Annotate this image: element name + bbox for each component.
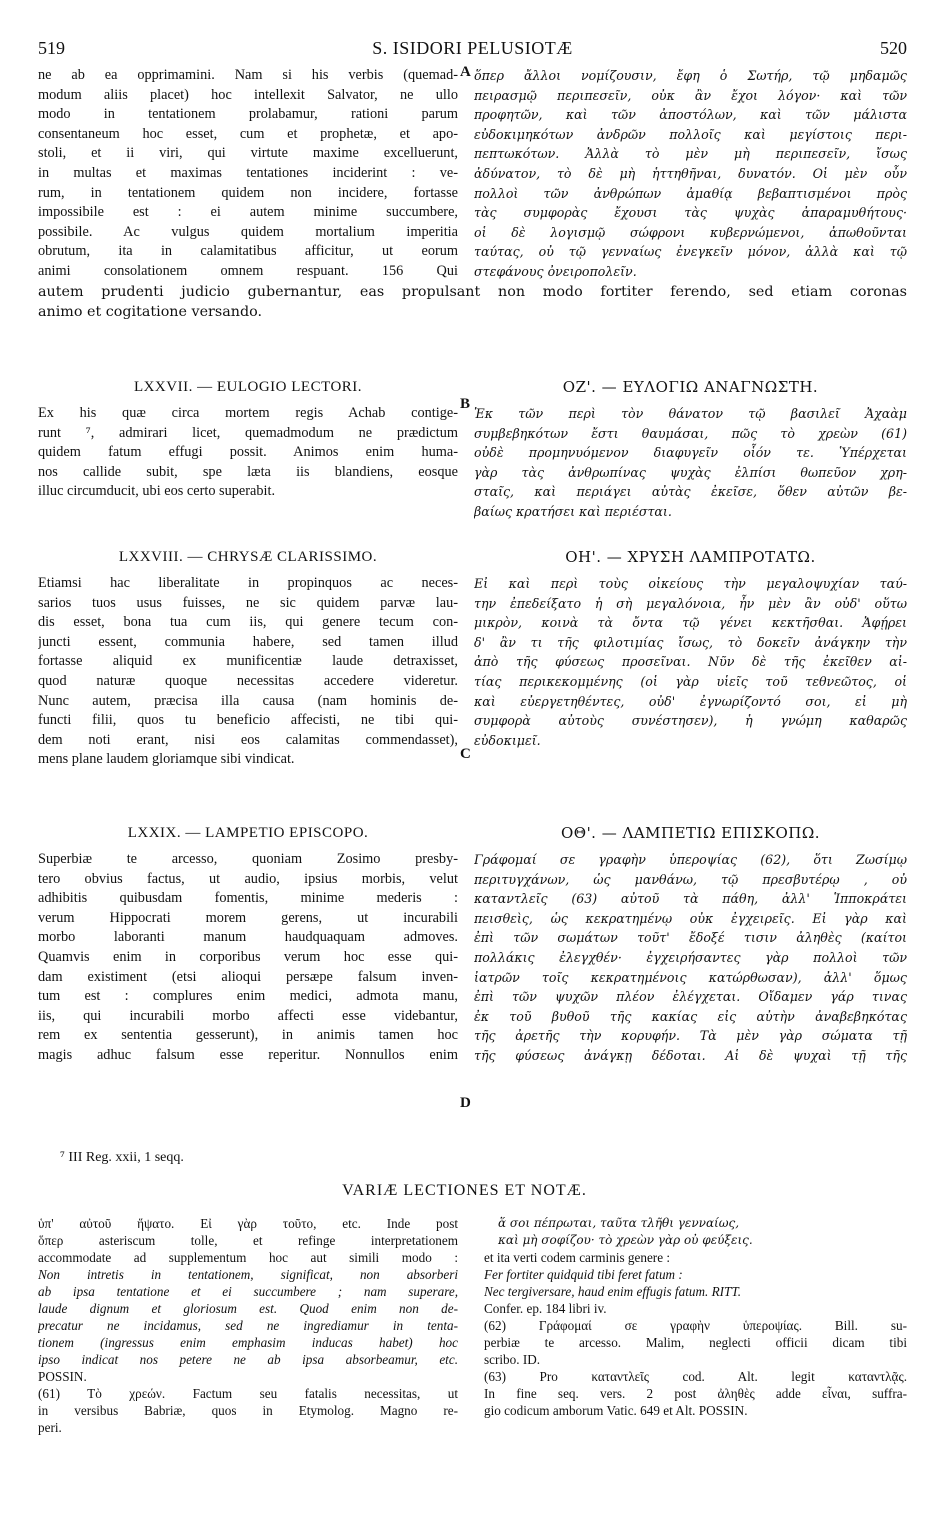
note-line: tionem (ingressus enim emphasim inducas habet) hoc [38, 1335, 458, 1350]
greek-line: συμβεβηκότων ἔστι θαυμάσαι, πῶς τὸ χρεὼν (61) [474, 425, 907, 441]
latin-line: dis esset, bona tua cum iis, qui genere tecum con- [38, 614, 458, 631]
greek-section-79 [474, 822, 907, 1066]
latin-line: juncti essent, communia habere, sed tamen illud [38, 633, 458, 650]
margin-marker-a: A [460, 64, 471, 80]
greek-line: συμφορὰ αὐτοὺς συνέστησεν), ἡ γνώμη καθαρῶς [474, 713, 907, 729]
greek-line: μικρὸν, κοινὰ τὰ ὄντα τῷ γένει κεκτῆσθαι. Ἀφῄρει [474, 615, 907, 631]
greek-section-78 [474, 546, 907, 750]
greek-line: καταντλεῖς (63) αὐτοῦ τὰ πάθη, ἀλλ' Ἱπποκράτει [474, 891, 907, 907]
note-line: scribo. ID. [484, 1352, 541, 1367]
greek-line: οὐδὲ προμηνυόμενον διαφυγεῖν οἷόν τε. Ὑπέρχεται [474, 445, 907, 461]
latin-line: morbo laboranti manum haudquaquam admoves. [38, 929, 458, 946]
note-line: (61) Τὸ χρεών. Factum seu fatalis necessitas, ut [38, 1386, 458, 1401]
greek-line: ἀπὸ τῆς φύσεως προσεῖναι. Νῦν δὲ τῆς ἐκεῖθεν αἰ- [474, 654, 907, 670]
latin-line: impossibile est : ei autem minime succumbere, [38, 204, 458, 221]
greek-line: προφητῶν, καὶ τῶν ἀποστόλων, καὶ τῶν μάλιστα [474, 107, 907, 123]
notes-title: VARIÆ LECTIONES ET NOTÆ. [342, 1182, 587, 1199]
latin-column-top [38, 66, 458, 282]
running-title: S. ISIDORI PELUSIOTÆ [372, 38, 573, 58]
latin-line: Quamvis enim in corporibus verum hoc esse qui- [38, 948, 458, 965]
greek-line: τὰς συμφορὰς ἔχουσι τὰς ψυχὰς ἀπαραμυθήτους· [474, 205, 907, 221]
section-heading-latin: LXXIX. — LAMPETIO EPISCOPO. [127, 825, 369, 841]
latin-line: Nunc autem, præcisa illa causa (nam hominis de- [38, 692, 458, 709]
note-line: ὑπ' αὐτοῦ ἥψατο. Εἰ γὰρ τοῦτο, etc. Inde post [38, 1216, 458, 1231]
margin-marker-c: C [460, 746, 471, 762]
section-heading-latin: LXXVII. — EULOGIO LECTORI. [133, 379, 363, 395]
greek-line: καὶ εὐεργετηθέντες, οὐδ' ἐγνωρίζοντό σοι, εἰ μὴ [474, 693, 907, 709]
notes-column-right [484, 1215, 907, 1419]
note-line: ἅ σοι πέπρωται, ταῦτα τλῆθι γενναίως, [498, 1216, 740, 1230]
greek-line: εὐδοκιμηκότων ἀνδρῶν πολλοῖς καὶ μεγίστοις περι- [474, 126, 907, 142]
note-line: gio codicum amborum Vatic. 649 et Alt. POSSIN. [484, 1403, 748, 1418]
latin-line: tum est : complures enim medici, admota manu, [38, 988, 458, 1005]
section-heading-greek: ΟΗ'. — ΧΡΥΣΗ ΛΑΜΠΡΟΤΑΤΩ. [565, 548, 816, 566]
note-line: et ita verti codem carminis genere : [484, 1250, 671, 1265]
margin-marker-b: B [460, 396, 471, 412]
latin-line: Superbiæ te arcesso, quoniam Zosimo presby- [38, 851, 458, 867]
greek-line: οἱ δὲ λογισμῷ σώφρονι κυβερνώμενοι, ἀπωθοῦνται [474, 224, 907, 240]
latin-line: consentaneum hoc esset, cum et prophetæ, et apo- [38, 125, 458, 142]
latin-line: iis, qui incurabili morbo affecti esse videbantur, [38, 1007, 458, 1024]
full-line: animo et cogitatione versando. [38, 303, 263, 320]
greek-line: πολλάκις ἐλεγχθέν· ἐγχειρήσαντες γὰρ πολλοὶ τῶν [474, 949, 907, 965]
latin-line: Etiamsi hac liberalitate in propinquos ac neces- [38, 575, 458, 591]
greek-line: ἀδύνατον, τὸ δὲ μὴ ἡττηθῆναι, δυνατόν. Οἱ μὲν οὖν [474, 165, 907, 181]
latin-line: adhibitis quibusdam fomentis, minime mederis : [38, 890, 458, 907]
full-line: autem prudenti judicio gubernantur, eas propulsant non modo fortiter ferendo, sed etiam coronas [38, 284, 907, 300]
latin-line: rum, in tentationem quidem non incidere, fortasse [38, 184, 458, 201]
note-line: (63) Pro καταντλεῖς cod. Alt. legit καταντλᾷς. [484, 1369, 907, 1384]
greek-line: δ' ἂν τι τῆς φιλοτιμίας ἴσως, τὸ δοκεῖν ἀνάγκην τὴν [474, 634, 907, 650]
latin-line: runt ⁷, admirari licet, quemadmodum ne prædictum [38, 424, 458, 441]
greek-line: πειρασμῷ περιπεσεῖν, οὐκ ἂν ἔχοι λόγον· καὶ τῶν [474, 87, 907, 103]
latin-line: stoli, et ii viri, qui virtute maxime excelluerunt, [38, 145, 458, 162]
note-line: ipso indicat nos petere ne ab ipsa absorbeamur, etc. [38, 1352, 458, 1367]
greek-line: πεισθεὶς, ὡς κεκρατημένῳ οὐκ ἐγχειρεῖς. Εἰ γὰρ καὶ [474, 910, 907, 926]
running-header [38, 38, 907, 64]
note-line: POSSIN. [38, 1369, 87, 1384]
greek-line: τίας περικεκομμένης (οἱ γὰρ υἱεῖς τοῦ τεθνεῶτος, οἱ [474, 673, 907, 689]
note-line: Fer fortiter quidquid tibi feret fatum : [484, 1267, 683, 1282]
greek-line: Εἰ καὶ περὶ τοὺς οἰκείους τὴν μεγαλοψυχίαν ταύ- [474, 576, 907, 591]
note-line: laude dignum et gloriosum est. Quod enim non de- [38, 1301, 458, 1316]
greek-line: Γράφομαί σε γραφὴν ὑπεροψίας (62), ὅτι Ζωσίμῳ [474, 852, 907, 867]
section-heading-greek: ΟΖ'. — ΕΥΛΟΓΙΩ ΑΝΑΓΝΩΣΤΗ. [562, 378, 819, 396]
greek-column-top [474, 66, 907, 282]
note-line: (62) Γράφομαί σε γραφὴν ὑπεροψίας. Bill. su- [484, 1318, 907, 1333]
latin-line: animi consolationem omnem respuant. 156 Qui [38, 262, 458, 279]
latin-line: obrutum, ita in calamitatibus afficitur, ut eorum [38, 243, 458, 260]
greek-line: ὅπερ ἄλλοι νομίζουσιν, ἔφη ὁ Σωτήρ, τῷ μηδαμῶς [474, 68, 907, 83]
note-line: καὶ μὴ σοφίζου· τὸ χρεὼν γὰρ οὐ φεύξεις. [498, 1233, 753, 1247]
greek-line: εὐδοκιμεῖ. [474, 732, 541, 748]
latin-line: dem noti erant, nisi eos calamitas commendasset), [38, 731, 458, 748]
latin-line: illuc circumducit, ubi eos certo superabit. [38, 483, 276, 500]
latin-line: Ex his quæ circa mortem regis Achab contige- [38, 405, 458, 421]
section-heading-latin: LXXVIII. — CHRYSÆ CLARISSIMO. [118, 549, 378, 565]
greek-line: ἰατρῶν τοῖς κεκρατημένοις κατώρθωσαν), ἀλλ' ὅμως [474, 969, 907, 985]
greek-line: Ἐκ τῶν περὶ τὸν θάνατον τῷ βασιλεῖ Ἀχαὰμ [474, 406, 907, 421]
note-line: precatur ne incidamus, sed ne ingrediamur in tenta- [38, 1318, 458, 1333]
greek-line: πολλοὶ τῶν ἀνθρώπων ἀμαθίᾳ βεβαπτισμένοι πρὸς [474, 185, 907, 201]
latin-line: fortasse aliquid ex munificentiæ laude detraxisset, [38, 653, 458, 670]
greek-line: τῆς φύσεως ἀνάγκῃ δέδοται. Αἱ δὲ ψυχαὶ τῇ τῆς [474, 1047, 907, 1063]
section-heading-greek: ΟΘ'. — ΛΑΜΠΕΤΙΩ ΕΠΙΣΚΟΠΩ. [560, 824, 821, 842]
note-line: peri. [38, 1420, 62, 1435]
greek-line: ἐπὶ τῶν ψυχῶν πλέον ἐλέγχεται. Οἴδαμεν γάρ τινας [474, 989, 907, 1005]
latin-line: verum Hippocrati morem gerens, ut incurabili [38, 909, 458, 926]
latin-line: tero obvius factus, ut audio, ipsius morbis, velut [38, 870, 458, 887]
latin-line: possibile. Ac vulgus quidem mortalium imperitia [38, 223, 458, 240]
greek-line: πεπτωκότων. Ἀλλὰ τὸ μὲν μὴ περιπεσεῖν, ἴσως [474, 146, 907, 162]
greek-line: γὰρ τὰς ἀνθρωπίνας ψυχὰς ἐλπίσι θωπεῦον χρη- [474, 464, 907, 480]
greek-line: ἐκ τοῦ βυθοῦ τῆς κακίας εἰς αὐτὴν ἀναβεβηκότας [474, 1008, 907, 1024]
latin-line: in multas et maximas tentationes inciderint : ve- [38, 164, 458, 181]
latin-line: mens plane laudem gloriamque sibi vindicat. [38, 751, 295, 768]
margin-marker-d: D [460, 1095, 471, 1111]
latin-line: sarios tuos usus fuisses, ne sic quidem parvæ lau- [38, 594, 458, 611]
greek-section-77 [474, 376, 907, 522]
latin-line: quod naturæ quoque necessitas accedere videretur. [38, 672, 458, 689]
latin-line: modum aliis placet) hoc intellexit Salvator, ne ullo [38, 86, 458, 103]
latin-line: ne ab ea opprimamini. Nam si his verbis (quemad- [38, 67, 458, 83]
full-width-paragraph [38, 283, 907, 322]
page-number-right: 520 [880, 38, 907, 58]
greek-line: σταῖς, καὶ περιάγει αὐτὰς ἐκεῖσε, ὅθεν αὐτῶν βε- [474, 484, 907, 500]
note-line: ὅπερ asteriscum tolle, et refinge interpretationem [38, 1233, 458, 1248]
greek-line: στεφάνους ὀνειροπολεῖν. [474, 263, 637, 279]
note-line: perbiæ te arcesso. Malim, neglecti officii dicam tibi [484, 1335, 907, 1350]
greek-line: την ἐπεδείξατο ἡ σὴ μεγαλόνοια, ἦν μὲν ἂν οὐδ' οὕτω [474, 595, 907, 611]
greek-line: βαίως κρατήσει καὶ περιέσται. [474, 503, 672, 519]
latin-section-79 [38, 822, 458, 1066]
greek-line: ἐπὶ τῶν σωμάτων τοῦτ' ἔδοξέ τισιν ἀληθὲς (καίτοι [474, 930, 907, 946]
latin-line: rem ex sententia gesserunt), in animis tamen hoc [38, 1027, 458, 1044]
latin-line: magis adhuc falsum esse reperitur. Nonnullos enim [38, 1046, 458, 1063]
latin-line: nos callide subit, spe læta iis blandiens, eosque [38, 463, 458, 480]
greek-line: τῆς ἀρετῆς τὴν κορυφήν. Τὰ μὲν γὰρ σώματα τῇ [474, 1028, 907, 1044]
footnote: ⁷ III Reg. xxii, 1 seqq. [60, 1150, 184, 1165]
note-line: accommodate ad supplementum hoc aut simili modo : [38, 1250, 458, 1265]
latin-section-78 [38, 546, 458, 770]
note-line: Nec tergiversare, haud enim effugis fatum. RITT. [484, 1284, 741, 1299]
note-line: Non intretis in tentationem, significat, non absorberi [38, 1267, 458, 1282]
note-line: Confer. ep. 184 libri iv. [484, 1301, 607, 1316]
note-line: In fine seq. vers. 2 post ἀληθὲς adde εἶναι, suffra- [484, 1386, 907, 1401]
greek-line: ταύτας, οὐ τῷ γενναίως ἐνεγκεῖν μόνον, ἀλλὰ καὶ τῷ [474, 244, 907, 260]
latin-line: modo in tentationem prolabamur, rationi parum [38, 106, 458, 123]
latin-line: dam existiment (etsi alioqui persæpe falsum inven- [38, 968, 458, 985]
note-line: in versibus Babriæ, quos in Etymolog. Magno re- [38, 1403, 458, 1418]
greek-line: περιτυγχάνων, ὡς μανθάνω, τῷ πρεσβυτέρῳ , οὐ [474, 871, 907, 887]
notes-column-left [38, 1215, 458, 1436]
note-line: ab ipsa tentatione et ei succumbere ; nam superare, [38, 1284, 458, 1299]
page-number-left: 519 [38, 38, 65, 58]
latin-section-77 [38, 376, 458, 502]
latin-line: quidem fatum effugi possit. Animos enim huma- [38, 444, 458, 461]
latin-line: functi filii, quos tu beneficio affecisti, ne tibi qui- [38, 712, 458, 729]
